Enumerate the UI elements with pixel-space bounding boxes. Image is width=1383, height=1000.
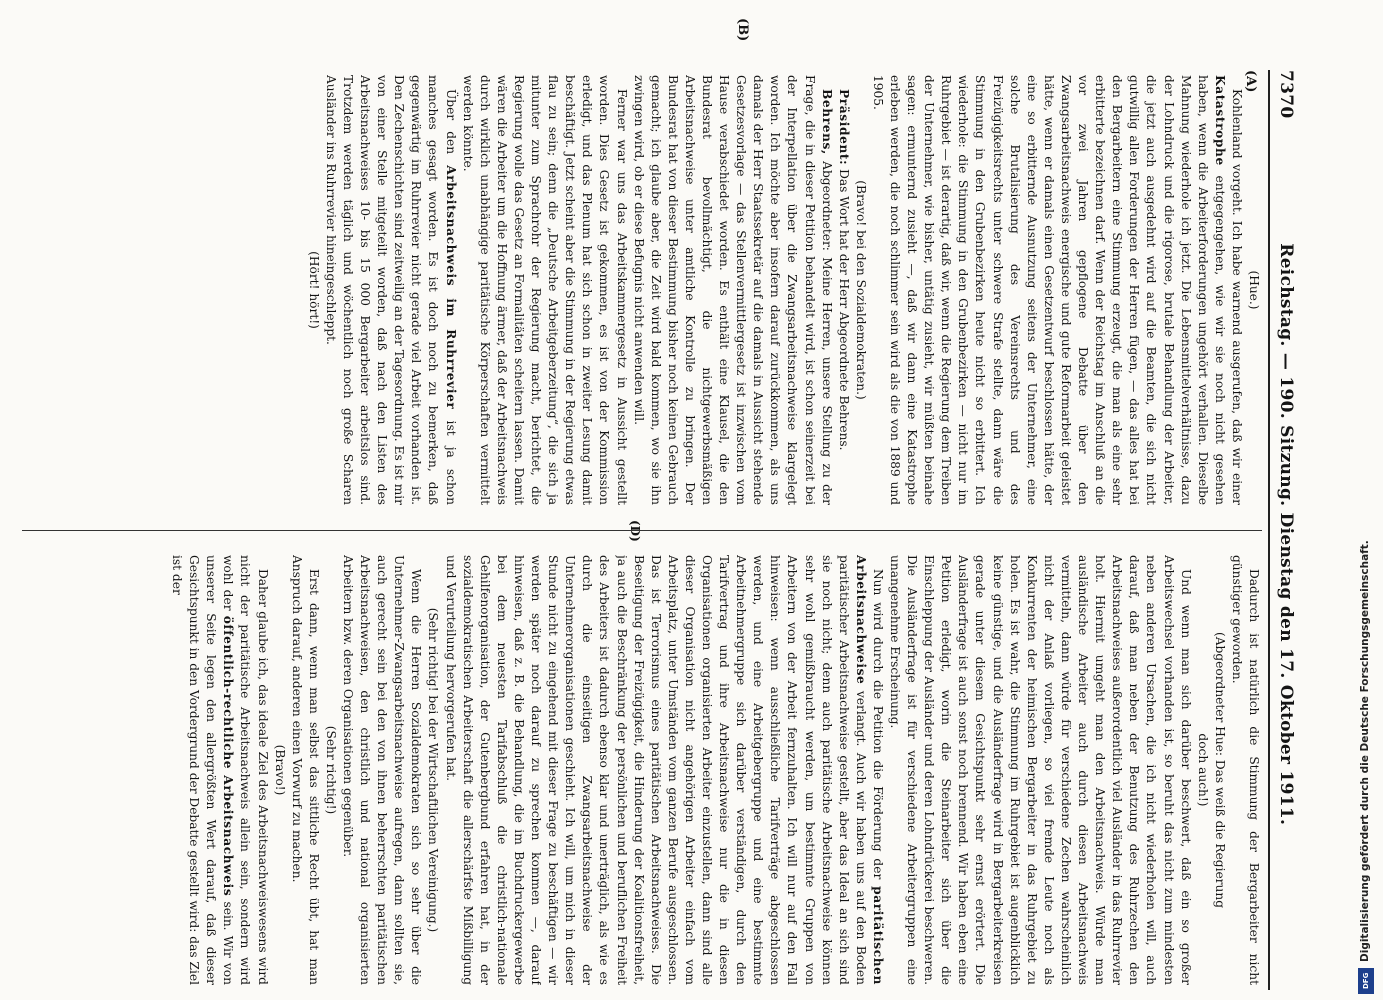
paragraph: [322, 75, 459, 505]
paragraph: [630, 75, 835, 505]
interjection: (Bravo! bei den Sozialdemokraten.): [853, 180, 868, 400]
emphasis: paritätischen Arbeitsnachweise: [853, 555, 885, 985]
text-run: Daher glaube ich, das ideale Ziel des Arbeitsnachweiswesens wird nicht der paritätische Arbeitsnachweis allein sein, sondern wird wohl der: [221, 555, 270, 985]
text-run: sein. Wir von unserer Seite legen den allergrößten Wert darauf, daß dieser Gesichtspunkt in den Vordergrund der Debatte gestellt wird: das Ziel ist der: [170, 555, 236, 985]
digitization-footer: [1352, 0, 1378, 1000]
speaker-name: Behrens,: [819, 89, 834, 155]
speaker-label: (Hue.): [1247, 270, 1261, 310]
margin-marker-a: (A): [1243, 70, 1258, 93]
text-run: verlangt. Auch wir haben uns auf den Boden paritätischer Arbeitsnachweise gestellt, aber das Ideal an sich sind sie noch nicht; denn auch paritätische Arbeitsnachweise können sehr wohl gemißbraucht werden, um bestimmte Gruppen von Arbeitern von der Arbeit fernzuhalten. Ich will nur auf den Fall hinweisen: wenn ausschließliche Tarifverträge abgeschlossen werden, und eine Arbeitgebergruppe und eine bestimmte Arbeitnehmergruppe sich darüber verständigen, durch den Tarifvertrag und ihre Arbeitsnachweise nur die in diesen Organisationen organisierten Arbeiter einzustellen, dann sind alle dieser Organisation nicht angehörigen Arbeiter einfach vom Arbeitsplatz, unter Umständen vom ganzen Berufe ausgeschlossen. Das ist Terrorismus eines paritätischen Arbeitsnachweises. Die Beseitigung der Freizügigkeit, die Hinderung der Koalitionsfreiheit, ja auch die Beschränkung der persönlichen und beruflichen Freiheit des Arbeiters ist dadurch ebenso klar und unerträglich, als wie es durch die einseitigen Zwangsarbeitsnachweise der Unternehmerorganisationen geschieht. Ich will, um mich in dieser Stunde nicht zu eingehend mit dieser Frage zu beschäftigen — wir werden später noch darauf zu sprechen kommen —, darauf hinweisen, daß z. B. die Behandlung, die im Buchdruckergewerbe bei dem neuesten Tarifabschluß die christlich-nationale Gehilfenorganisation, der Gutenbergbund erfahren hat, in der sozialdemokratischen Arbeiterschaft die allerschärfste Mißbilligung und Verurteilung hervorgerufen hat.: [443, 555, 868, 985]
interjection: (Abgeordneter Hue: Das weiß die Regierung: [1212, 631, 1227, 909]
dfg-logo: DFG: [1358, 968, 1374, 994]
footer-text: Digitalisierung gefördert durch die Deutsche Forschungsgemeinschaft.: [1359, 540, 1371, 962]
paragraph: [869, 75, 1245, 505]
text-run: entgegengehen, wie wir sie noch nicht gesehen haben, wenn die Arbeiterforderungen ungehört verhallen. Dieselbe Mahnung wiederhole ich jetzt. Die Lebensmittelverhältnisse, dazu der Lohndruck und die rigorose, brutale Behandlung der Arbeiter, die jetzt auch ausgedehnt wird auf die Beamten, die sich nicht gutwillig allen Forderungen der Herren fügen, — das alles hat bei den Bergarbeitern eine Stimmung erzeugt, die man als eine sehr erbitterte bezeichnen darf. Wenn der Reichstag im Anschluß an die vor zwei Jahren gepflogene Debatte über den Zwangsarbeitsnachweis energische und gute Reformarbeit geleistet hätte, wenn er damals einen Gesetzentwurf beschlossen hätte, der eine so erbitternde Ausnutzung seitens der Unternehmer, eine solche Brutalisierung des Vereinsrechts und des Freizügigkeitsrechts unter schwere Strafe stellte, dann wäre die Stimmung in den Grubenbezirken heute nicht so erbittert. Ich wiederhole: die Stimmung in den Grubenbezirken — nicht nur im Ruhrgebiet — ist derartig, daß wir, wenn die Regierung dem Treiben der Unternehmer, wie bisher, untätig zusieht, wir müßten beinahe sagen: ermunternd zusieht —, daß wir dann eine Katastrophe erleben werden, die noch schlimmer sein wird als die von 1889 und 1905.: [870, 75, 1227, 505]
emphasis: öffentlich-rechtliche Arbeitsnachweis: [221, 615, 236, 897]
paragraph: [835, 75, 852, 505]
interjection: (Sehr richtig! bei der Wirtschaftlichen Vereinigung.): [426, 607, 441, 933]
speaker-name: Präsident:: [836, 89, 851, 166]
text-run: Nun wird durch die Petition die Förderung der: [870, 569, 885, 887]
margin-marker-b: (B): [735, 18, 750, 42]
text-run: Das Wort hat der Herr Abgeordnete Behrens.: [836, 165, 851, 451]
left-column: [22, 75, 1262, 505]
interjection: (Sehr richtig!): [323, 725, 338, 815]
page-number: 7370: [1276, 70, 1296, 119]
paragraph: Dadurch ist natürlich die Stimmung der Bergarbeiter nicht günstiger geworden.: [1229, 555, 1261, 985]
paragraph: [442, 555, 886, 985]
interjection: (Bravo!): [272, 744, 287, 796]
paragraph: Erst dann, wenn man selbst das sittliche Recht übt, hat man Anspruch darauf, anderen einen Vorwurf zu machen.: [289, 555, 321, 985]
paragraph: [168, 555, 271, 985]
page-header: [1272, 70, 1300, 990]
text-run: Abgeordneter: Meine Herren, unsere Stellung zu der Frage, die in dieser Petition behandelt wird, ist schon seinerzeit bei der Interpellation über die Zwangsarbeitsnachweise klargelegt worden. Ich möchte aber insofern darauf zurückkommen, als uns damals der Herr Staatssekretär auf die damals in Aussicht stehende Gesetzesvorlage — das Stellenvermittlergesetz ist inzwischen vom Hause verabschiedet worden. Es enthält eine Klausel, die den Bundesrat bevollmächtigt, die nichtgewerbsmäßigen Arbeitsnachweise unter amtliche Kontrolle zu bringen. Der Bundesrat hat von dieser Bestimmung bisher noch keinen Gebrauch gemacht; ich glaube aber, die Zeit wird bald kommen, wo sie ihn zwingen wird, ob er diese Befugnis nicht anwenden will.: [631, 75, 834, 505]
emphasis: Katastrophe: [1212, 75, 1227, 166]
paragraph: Und wenn man sich darüber beschwert, daß ein so großer Arbeitswechsel vorhanden ist, so beruht das nicht zum mindesten neben anderen Ursachen, die ich nicht wiederholen will, auch darauf, daß man neben der Benutzung des Ruhrzechen den Arbeitsnachweises außerordentlich viel Ausländer in das Ruhrrevier holt. Hiermit umgeht man den Arbeitsnachweis. Würde man ausländische Arbeiter auch durch diesen Arbeitsnachweis vermitteln, dann würde für verschiedene Zechen wahrscheinlich nicht der Anlaß vorliegen, so viel fremde Leute noch als Konkurrenten der heimischen Bergarbeiter in das Ruhrgebiet zu holen. Es ist wahr, die Stimmung im Ruhrgebiet ist augenblicklich keine günstige, und die Ausländerfrage wird in Bergarbeiterkreisen gerade unter diesem Gesichtspunkt sehr ernst erörtert. Die Ausländerfrage ist auch sonst noch brennend. Wir haben eben eine Petition erledigt, worin die Steinarbeiter sich über die Einschleppung der Ausländer und deren Lohndrückerei beschweren. Die Ausländerfrage ist für verschiedene Arbeitergruppen eine unangenehme Erscheinung.: [888, 555, 1193, 985]
right-column: [22, 555, 1262, 985]
interjection: (Hört! hört!): [306, 251, 321, 329]
interjection: doch auch!): [1195, 733, 1210, 807]
column-divider: [22, 530, 1262, 531]
text-run: Über den: [443, 89, 458, 166]
header-rule: [1268, 70, 1270, 990]
page-title: Reichstag. — 190. Sitzung. Dienstag den 17. Oktober 1911.: [1276, 243, 1296, 826]
emphasis: Arbeitsnachweis im Ruhrrevier: [443, 165, 458, 410]
text-run: ist ja schon manches gesagt worden. Es ist doch noch zu bemerken, daß gegenwärtig im Ruhrrevier nicht gerade viel Arbeit vorhanden ist. Den Zechenschichten sind zeitweilig an der Tagesordnung. Es ist mir von einer Stelle mitgeteilt worden, daß nach den Listen des Arbeitsnachweises 10- bis 15 000 Bergarbeiter arbeitslos sind. Trotzdem werden täglich und wöchentlich noch große Scharen Ausländer ins Ruhrrevier hineingeschleppt.: [323, 75, 458, 505]
paragraph: Ferner war uns das Arbeitskammergesetz in Aussicht gestellt worden. Dies Gesetz ist gekommen, es ist von der Kommission erledigt, und das Plenum hat sich schon in zweiter Lesung damit beschäftigt. Jetzt scheint aber die Stimmung in der Regierung etwas flau zu sein; denn die „Deutsche Arbeitgeberzeitung“, die sich ja mitunter zum Sprachrohr der Regierung macht, berichtet, die Regierung wolle das Gesetz an Formalitäten scheitern lassen. Damit wären die Arbeiter um die Hoffnung ärmer, daß der Arbeitsnachweis durch wirklich unabhängige paritätische Körperschaften vermittelt werden könnte.: [460, 75, 629, 505]
text-run: Kohlenland vorgeht. Ich habe warnend ausgerufen, daß wir einer: [1229, 89, 1244, 505]
paragraph: Wenn die Herren Sozialdemokraten sich so sehr über die Unternehmer-Zwangsarbeitsnachweise aufregen, dann sollten sie, auch gerecht sein bei den von ihnen beherrschten paritätischen Arbeitsnachweisen, den christlich und national organisierten Arbeitern bzw. deren Organisationen gegenüber.: [341, 555, 424, 985]
